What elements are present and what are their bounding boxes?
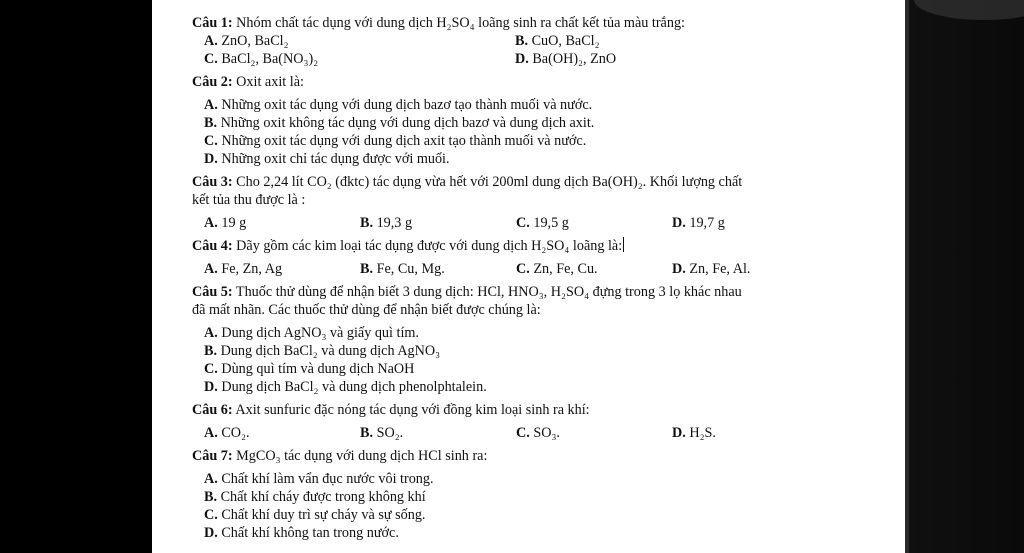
question-4: Câu 4: Dãy gồm các kim loại tác dụng được với dung dịch H₂SO₄ loãng là: bbox=[192, 238, 623, 254]
right-side-panel bbox=[905, 0, 1024, 553]
option-6d: D. H₂S. bbox=[672, 425, 716, 441]
question-5-cont: đã mất nhãn. Các thuốc thử dùng để nhận biết được chúng là: bbox=[192, 302, 541, 318]
question-3: Câu 3: Cho 2,24 lít CO₂ (đktc) tác dụng vừa hết với 200ml dung dịch Ba(OH)₂. Khối lượng chất bbox=[192, 174, 743, 190]
option-7d: D. Chất khí không tan trong nước. bbox=[204, 525, 399, 541]
question-3-cont: kết tủa thu được là : bbox=[192, 192, 306, 208]
question-6: Câu 6: Axit sunfuric đặc nóng tác dụng với đồng kim loại sinh ra khí: bbox=[192, 402, 590, 418]
option-5d: D. Dung dịch BaCl₂ và dung dịch phenolphtalein. bbox=[204, 379, 487, 395]
option-3a: A. 19 g bbox=[204, 215, 247, 231]
option-7a: A. Chất khí làm vẩn đục nước vôi trong. bbox=[204, 471, 434, 487]
options-row bbox=[192, 32, 892, 50]
options-row bbox=[192, 214, 892, 232]
option-2c: C. Những oxit tác dụng với dung dịch axit tạo thành muối và nước. bbox=[204, 133, 587, 149]
options-row bbox=[192, 50, 892, 68]
question-7: Câu 7: MgCO₃ tác dụng với dung dịch HCl sinh ra: bbox=[192, 448, 488, 464]
option-4c: C. Zn, Fe, Cu. bbox=[516, 261, 598, 277]
options-row bbox=[192, 260, 892, 278]
option-3b: B. 19,3 g bbox=[360, 215, 413, 231]
option-1d: D. Ba(OH)₂, ZnO bbox=[515, 51, 617, 67]
option-3d: D. 19,7 g bbox=[672, 215, 725, 231]
option-6a: A. CO₂. bbox=[204, 425, 250, 441]
question-2: Câu 2: Oxit axit là: bbox=[192, 74, 304, 90]
quiz-content bbox=[192, 14, 892, 542]
option-6c: C. SO₃. bbox=[516, 425, 560, 441]
option-4a: A. Fe, Zn, Ag bbox=[204, 261, 283, 277]
option-5c: C. Dùng quì tím và dung dịch NaOH bbox=[204, 361, 415, 377]
question-1: Câu 1: Nhóm chất tác dụng với dung dịch H₂SO₄ loãng sinh ra chất kết tủa màu trắng: bbox=[192, 15, 685, 31]
option-3c: C. 19,5 g bbox=[516, 215, 569, 231]
option-7b: B. Chất khí cháy được trong không khí bbox=[204, 489, 426, 505]
question-5: Câu 5: Thuốc thử dùng để nhận biết 3 dung dịch: HCl, HNO₃, H₂SO₄ đựng trong 3 lọ khác nhau bbox=[192, 284, 742, 300]
corner-shape bbox=[914, 0, 1024, 20]
option-5b: B. Dung dịch BaCl₂ và dung dịch AgNO₃ bbox=[204, 343, 441, 359]
option-4b: B. Fe, Cu, Mg. bbox=[360, 261, 445, 277]
option-1c: C. BaCl₂, Ba(NO₃)₂ bbox=[204, 51, 319, 67]
option-2b: B. Những oxit không tác dụng với dung dịch bazơ và dung dịch axit. bbox=[204, 115, 595, 131]
document-page bbox=[152, 0, 905, 553]
option-1b: B. CuO, BaCl₂ bbox=[515, 33, 600, 49]
option-2d: D. Những oxit chỉ tác dụng được với muối. bbox=[204, 151, 450, 167]
option-6b: B. SO₂. bbox=[360, 425, 404, 441]
option-2a: A. Những oxit tác dụng với dung dịch bazơ tạo thành muối và nước. bbox=[204, 97, 593, 113]
text-cursor bbox=[623, 237, 624, 252]
option-7c: C. Chất khí duy trì sự cháy và sự sống. bbox=[204, 507, 426, 523]
option-4d: D. Zn, Fe, Al. bbox=[672, 261, 751, 277]
option-1a: A. ZnO, BaCl₂ bbox=[204, 33, 289, 49]
option-5a: A. Dung dịch AgNO₃ và giấy quì tím. bbox=[204, 325, 419, 341]
options-row bbox=[192, 424, 892, 442]
